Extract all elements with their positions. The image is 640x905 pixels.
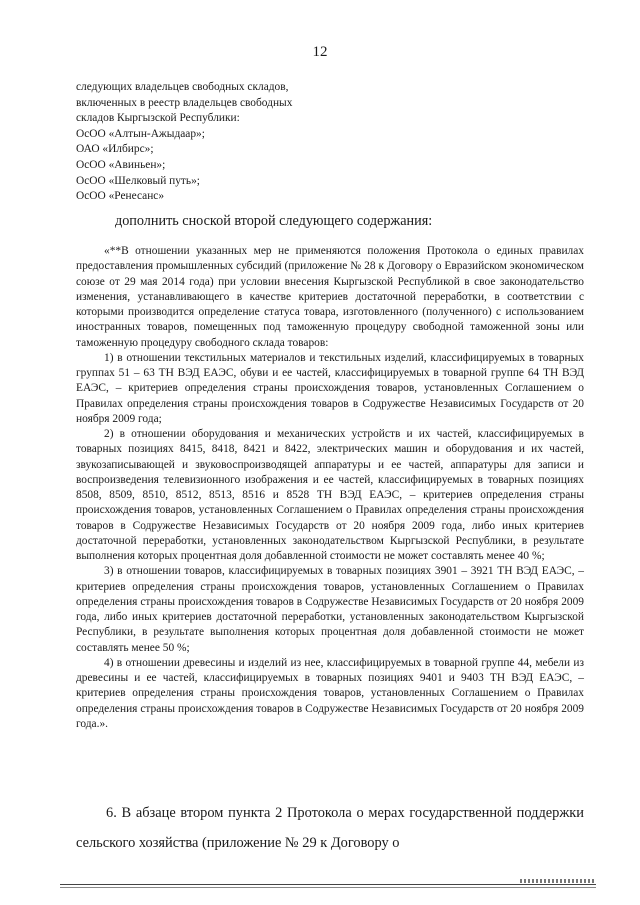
section-heading: дополнить сноской второй следующего содержания: <box>115 213 433 229</box>
page-number: 12 <box>312 44 328 60</box>
footnote-text <box>76 244 584 732</box>
bottom-rule <box>60 887 596 888</box>
list-item: ОсОО «Шелковый путь»; <box>76 174 200 187</box>
list-intro-line: складов Кыргызской Республики: <box>76 112 240 125</box>
footnote-item-1: 1) в отношении текстильных материалов и текстильных изделий, классифицируемых в товарных группах 51 – 63 ТН ВЭД ЕАЭС, обуви и ее частей, классифицируемых в товарной группе 64 ТН ВЭД ЕАЭС, – критериев определения страны происхождения товаров, установленных Соглашением о Правилах определения страны происхождения товаров в Содружестве Независимых Государств от 20 ноября 2009 года; <box>76 351 584 425</box>
bottom-rule <box>60 884 596 885</box>
list-item: ОсОО «Ренесанс» <box>76 190 165 203</box>
paragraph-6: 6. В абзаце втором пункта 2 Протокола о мерах государственной поддержки сельского хозяйства (приложение № 29 к Договору о <box>76 805 584 851</box>
scan-artifact <box>520 879 594 883</box>
footnote-intro: «**В отношении указанных мер не применяются положения Протокола о единых правилах предоставления промышленных субсидий (приложение № 28 к Договору о Евразийском экономическом союзе от 29 мая 2014 года) при условии внесения Кыргызской Республикой в свое законодательство изменения, устанавливающего в качестве критериев достаточной переработки, в соответствии с которыми производится определение статуса товара, изготовленного (полученного) с использованием иностранных товаров, помещенных под таможенную процедуру свободной таможенной зоны или таможенную процедуру свободного склада товаров: <box>76 245 584 349</box>
list-item: ОАО «Илбирс»; <box>76 143 154 156</box>
list-intro-line: включенных в реестр владельцев свободных <box>76 96 293 109</box>
free-warehouse-owners-list <box>76 80 292 205</box>
footnote-item-3: 3) в отношении товаров, классифицируемых в товарных позициях 3901 – 3921 ТН ВЭД ЕАЭС, – критериев определения страны происхождения товаров, установленных Соглашением о Правилах определения страны происхождения товаров в Содружестве Независимых Государств от 20 ноября 2009 года, либо иных критериев достаточной переработки, установленных законодательством Кыргызской Республики, в результате выполнения которых процентная доля добавленной стоимости не может составлять менее 50 %; <box>76 565 584 654</box>
footnote-item-2: 2) в отношении оборудования и механических устройств и их частей, классифицируемых в товарных позициях 8415, 8418, 8421 и 8422, электрических машин и оборудования и их частей, звукозаписывающей и звуковоспроизводящей аппаратуры и ее частей, аппаратуры для записи и воспроизведения телевизионного изображения и ее частей, классифицируемых в товарных позициях 8508, 8509, 8510, 8512, 8513, 8516 и 8528 ТН ВЭД ЕАЭС, – критериев определения страны происхождения товаров, установленных Соглашением о Правилах определения страны происхождения товаров в Содружестве Независимых Государств от 20 ноября 2009 года, либо иных критериев достаточной переработки, установленных законодательством Кыргызской Республики, в результате выполнения которых процентная доля добавленной стоимости не может составлять менее 40 %; <box>76 428 584 562</box>
footnote-item-4: 4) в отношении древесины и изделий из нее, классифицируемых в товарной группе 44, мебели из древесины и ее частей, классифицируемых в товарных позициях 9401 и 9403 ТН ВЭД ЕАЭС, – критериев определения страны происхождения товаров, установленных Соглашением о Правилах определения страны происхождения товаров в Содружестве Независимых Государств от 20 ноября 2009 года.». <box>76 656 584 730</box>
list-item: ОсОО «Алтын-Ажыдаар»; <box>76 127 205 140</box>
list-intro-line: следующих владельцев свободных складов, <box>76 81 289 93</box>
list-item: ОсОО «Авиньен»; <box>76 158 166 171</box>
